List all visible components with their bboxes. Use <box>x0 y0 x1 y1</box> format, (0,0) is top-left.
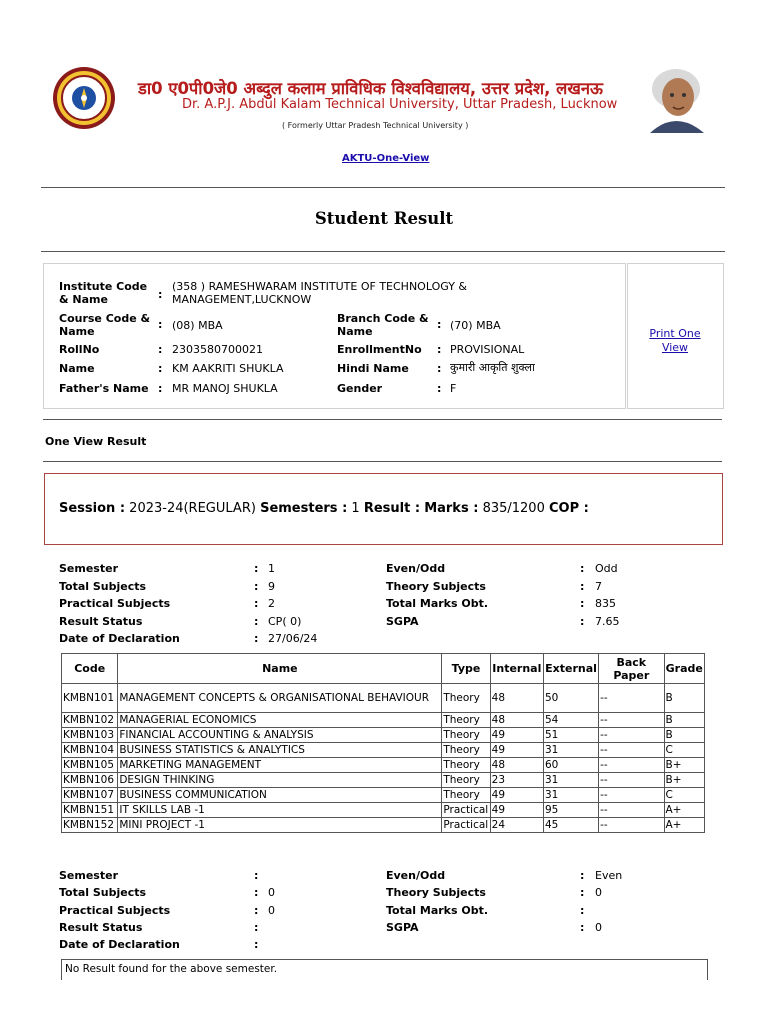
institute-value: (358 ) RAMESHWARAM INSTITUTE OF TECHNOLOGY & MANAGEMENT,LUCKNOW <box>172 280 468 306</box>
name-value: KM AAKRITI SHUKLA <box>172 362 284 375</box>
colon: : <box>437 343 442 356</box>
result-status-value: CP( 0) <box>268 615 302 628</box>
subject-type: Theory <box>442 788 490 803</box>
section-title: One View Result <box>45 435 147 448</box>
hindi-name-value: कुमारी आकृति शुक्ला <box>450 361 535 374</box>
theory-subjects-value: 7 <box>595 580 602 593</box>
cop-label: COP : <box>548 501 589 516</box>
colon: : <box>254 615 259 628</box>
institute-label: Institute Code & Name <box>59 280 148 306</box>
colon: : <box>437 382 442 395</box>
subject-name: MARKETING MANAGEMENT <box>118 758 442 773</box>
print-one-view-link[interactable]: Print One View <box>649 327 701 354</box>
university-name-hindi: डा0 ए0पी0जे0 अब्दुल कलाम प्राविधिक विश्वविद्यालय, उत्तर प्रदेश, लखनऊ <box>138 79 603 98</box>
even-odd-label: Even/Odd <box>386 562 446 575</box>
course-label: Course Code & Name <box>59 312 151 338</box>
rollno-value: 2303580700021 <box>172 343 263 356</box>
subject-name: MINI PROJECT -1 <box>118 818 442 833</box>
colon: : <box>254 580 259 593</box>
university-name-english: Dr. A.P.J. Abdul Kalam Technical University, Uttar Pradesh, Lucknow <box>182 97 618 112</box>
branch-label: Branch Code & Name <box>337 312 429 338</box>
colon: : <box>254 904 259 917</box>
column-header-code: Code <box>62 654 118 684</box>
colon: : <box>158 318 163 331</box>
subject-code: KMBN107 <box>62 788 118 803</box>
back-paper: -- <box>599 758 664 773</box>
subject-type: Theory <box>442 728 490 743</box>
external-marks: 54 <box>543 713 598 728</box>
subject-name: FINANCIAL ACCOUNTING & ANALYSIS <box>118 728 442 743</box>
grade: B <box>664 684 705 713</box>
back-paper: -- <box>599 728 664 743</box>
practical-subjects-value: 2 <box>268 597 275 610</box>
subject-code: KMBN105 <box>62 758 118 773</box>
internal-marks: 49 <box>490 743 543 758</box>
subject-name: MANAGEMENT CONCEPTS & ORGANISATIONAL BEHAVIOUR <box>118 684 442 713</box>
colon: : <box>580 615 585 628</box>
colon: : <box>580 597 585 610</box>
grade: C <box>664 743 705 758</box>
table-row <box>62 684 705 713</box>
external-marks: 50 <box>543 684 598 713</box>
divider <box>41 187 725 188</box>
declaration-date-label: Date of Declaration <box>59 938 180 951</box>
internal-marks: 48 <box>490 758 543 773</box>
subject-code: KMBN101 <box>62 684 118 713</box>
back-paper: -- <box>599 743 664 758</box>
subject-code: KMBN151 <box>62 803 118 818</box>
session-value: 2023-24(REGULAR) <box>129 501 256 516</box>
gender-label: Gender <box>337 382 383 395</box>
internal-marks: 23 <box>490 773 543 788</box>
colon: : <box>254 921 259 934</box>
page-title: Student Result <box>314 209 454 228</box>
semesters-label: Semesters : <box>260 501 348 516</box>
branch-value: (70) MBA <box>450 319 501 332</box>
subject-type: Theory <box>442 743 490 758</box>
theory-subjects-label: Theory Subjects <box>386 886 486 899</box>
practical-subjects-value: 0 <box>268 904 275 917</box>
subject-type: Theory <box>442 758 490 773</box>
university-formerly-note: ( Formerly Uttar Pradesh Technical University ) <box>282 121 469 130</box>
semester-label: Semester <box>59 869 118 882</box>
aktu-one-view-link[interactable]: AKTU-One-View <box>342 153 430 164</box>
subject-type: Theory <box>442 684 490 713</box>
table-row <box>62 728 705 743</box>
subject-code: KMBN152 <box>62 818 118 833</box>
back-paper: -- <box>599 713 664 728</box>
semester-value: 1 <box>268 562 275 575</box>
colon: : <box>580 580 585 593</box>
external-marks: 31 <box>543 773 598 788</box>
subject-code: KMBN106 <box>62 773 118 788</box>
session-summary <box>59 501 589 516</box>
column-header-internal: Internal <box>490 654 543 684</box>
back-paper: -- <box>599 803 664 818</box>
external-marks: 60 <box>543 758 598 773</box>
father-name-label: Father's Name <box>59 382 149 395</box>
grade: A+ <box>664 803 705 818</box>
column-header-grade: Grade <box>664 654 705 684</box>
subject-name: DESIGN THINKING <box>118 773 442 788</box>
subject-name: BUSINESS COMMUNICATION <box>118 788 442 803</box>
grade: B <box>664 713 705 728</box>
subject-code: KMBN103 <box>62 728 118 743</box>
external-marks: 95 <box>543 803 598 818</box>
divider <box>41 251 725 252</box>
subject-code: KMBN104 <box>62 743 118 758</box>
semester-label: Semester <box>59 562 118 575</box>
subject-type: Practical <box>443 804 489 816</box>
result-status-label: Result Status <box>59 615 143 628</box>
even-odd-label: Even/Odd <box>386 869 446 882</box>
table-header-row <box>62 654 705 684</box>
colon: : <box>254 597 259 610</box>
no-result-message: No Result found for the above semester. <box>61 959 708 980</box>
grade: B <box>664 728 705 743</box>
sgpa-label: SGPA <box>386 615 419 628</box>
total-marks-label: Total Marks Obt. <box>386 597 489 610</box>
total-subjects-value: 0 <box>268 886 275 899</box>
column-header-type: Type <box>442 654 490 684</box>
sgpa-label: SGPA <box>386 921 419 934</box>
table-row <box>62 758 705 773</box>
gender-value: F <box>450 382 457 395</box>
subject-type: Theory <box>442 713 490 728</box>
grade: A+ <box>664 818 705 833</box>
colon: : <box>580 869 585 882</box>
colon: : <box>437 318 442 331</box>
external-marks: 51 <box>543 728 598 743</box>
subject-type: Theory <box>442 773 490 788</box>
colon: : <box>158 343 163 356</box>
marks-value: 835/1200 <box>482 501 545 516</box>
enrollment-label: EnrollmentNo <box>337 343 422 356</box>
colon: : <box>254 938 259 951</box>
external-marks: 31 <box>543 743 598 758</box>
subject-code: KMBN102 <box>62 713 118 728</box>
colon: : <box>158 382 163 395</box>
subject-name: MANAGERIAL ECONOMICS <box>118 713 442 728</box>
rollno-label: RollNo <box>59 343 100 356</box>
table-row <box>62 713 705 728</box>
divider <box>43 461 722 462</box>
practical-subjects-label: Practical Subjects <box>59 904 171 917</box>
even-odd-value: Odd <box>595 562 618 575</box>
colon: : <box>158 288 163 301</box>
sgpa-value: 0 <box>595 921 602 934</box>
table-row <box>62 743 705 758</box>
total-marks-label: Total Marks Obt. <box>386 904 489 917</box>
father-name-value: MR MANOJ SHUKLA <box>172 382 278 395</box>
column-header-name: Name <box>118 654 442 684</box>
back-paper: -- <box>599 818 664 833</box>
course-value: (08) MBA <box>172 319 223 332</box>
internal-marks: 49 <box>490 803 543 818</box>
sgpa-value: 7.65 <box>595 615 620 628</box>
colon: : <box>254 869 259 882</box>
column-header-back-paper: Back Paper <box>599 654 664 684</box>
colon: : <box>580 921 585 934</box>
enrollment-value: PROVISIONAL <box>450 343 525 356</box>
colon: : <box>158 362 163 375</box>
theory-subjects-label: Theory Subjects <box>386 580 486 593</box>
colon: : <box>254 886 259 899</box>
divider <box>43 419 722 420</box>
declaration-date-value: 27/06/24 <box>268 632 318 645</box>
table-row <box>62 788 705 803</box>
back-paper: -- <box>599 773 664 788</box>
column-header-external: External <box>543 654 598 684</box>
table-row <box>62 818 705 833</box>
total-subjects-label: Total Subjects <box>59 886 147 899</box>
colon: : <box>580 886 585 899</box>
table-row <box>62 803 705 818</box>
semesters-value: 1 <box>351 501 360 516</box>
university-seal-icon <box>52 66 116 130</box>
name-label: Name <box>59 362 95 375</box>
subject-name: IT SKILLS LAB -1 <box>118 803 442 818</box>
practical-subjects-label: Practical Subjects <box>59 597 171 610</box>
colon: : <box>580 904 585 917</box>
grade: B+ <box>664 758 705 773</box>
internal-marks: 48 <box>490 684 543 713</box>
colon: : <box>254 632 259 645</box>
colon: : <box>254 562 259 575</box>
internal-marks: 49 <box>490 728 543 743</box>
internal-marks: 49 <box>490 788 543 803</box>
colon: : <box>580 562 585 575</box>
total-marks-value: 835 <box>595 597 616 610</box>
total-subjects-label: Total Subjects <box>59 580 147 593</box>
back-paper: -- <box>599 684 664 713</box>
table-row <box>62 773 705 788</box>
internal-marks: 48 <box>490 713 543 728</box>
subject-name: BUSINESS STATISTICS & ANALYTICS <box>118 743 442 758</box>
session-label: Session : <box>59 501 126 516</box>
apj-abdul-kalam-portrait <box>640 63 712 133</box>
external-marks: 45 <box>543 818 598 833</box>
hindi-name-label: Hindi Name <box>337 362 409 375</box>
internal-marks: 24 <box>490 818 543 833</box>
back-paper: -- <box>599 788 664 803</box>
external-marks: 31 <box>543 788 598 803</box>
declaration-date-label: Date of Declaration <box>59 632 180 645</box>
grade: B+ <box>664 773 705 788</box>
subject-type: Practical <box>443 819 489 831</box>
result-status-label: Result Status <box>59 921 143 934</box>
total-subjects-value: 9 <box>268 580 275 593</box>
result-label: Result : <box>363 501 421 516</box>
grade: C <box>664 788 705 803</box>
even-odd-value: Even <box>595 869 623 882</box>
marks-label: Marks : <box>424 501 479 516</box>
results-table <box>61 653 705 833</box>
colon: : <box>437 362 442 375</box>
theory-subjects-value: 0 <box>595 886 602 899</box>
